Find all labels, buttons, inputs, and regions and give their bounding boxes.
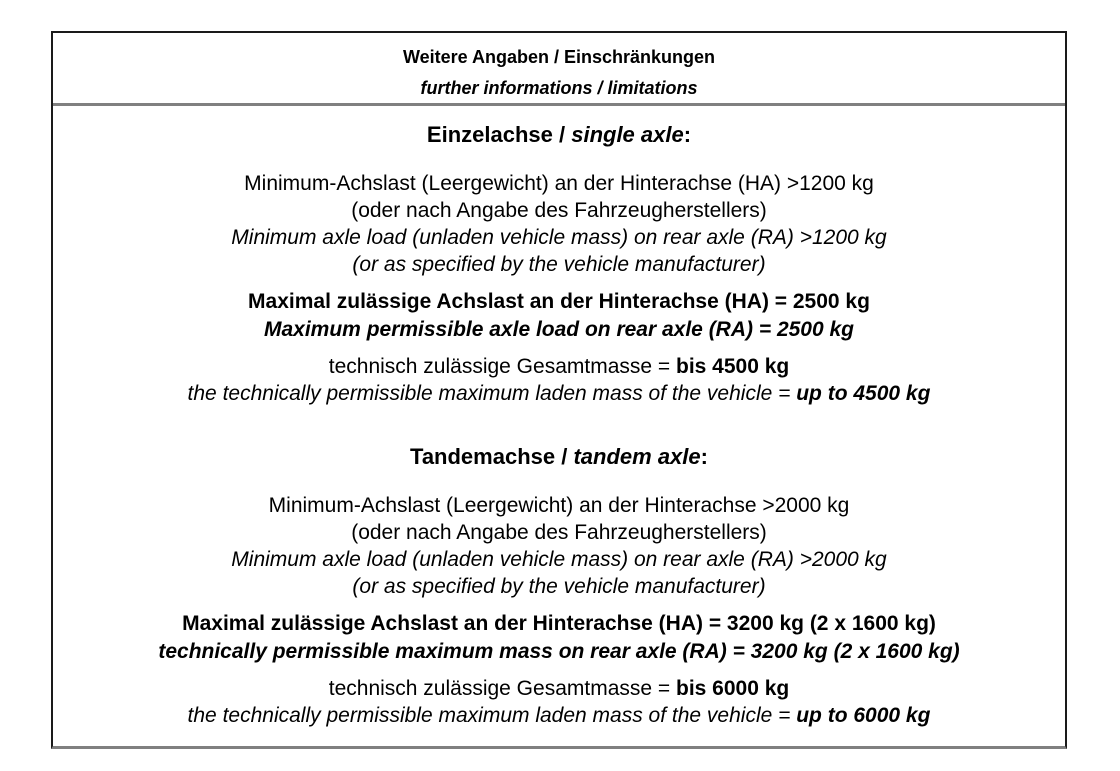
heading-german: Tandemachse	[410, 444, 556, 469]
gross-mass-block	[53, 675, 1065, 729]
gross-mass-block	[53, 353, 1065, 407]
section-single-axle	[53, 121, 1065, 407]
max-axle-load-de: Maximal zulässige Achslast an der Hinterachse (HA) = 3200 kg (2 x 1600 kg)	[182, 612, 936, 635]
gross-mass-en-value: up to 4500 kg	[796, 382, 931, 405]
heading-colon: :	[683, 122, 692, 147]
gross-mass-de	[53, 675, 1065, 702]
gross-mass-de-prefix: technisch zulässige Gesamtmasse =	[328, 677, 676, 700]
min-axle-load-de-line2: (oder nach Angabe des Fahrzeugherstellers)	[351, 521, 767, 544]
gross-mass-de	[53, 353, 1065, 380]
heading-separator: /	[555, 444, 574, 469]
gross-mass-en	[53, 702, 1065, 729]
min-axle-load-block	[53, 170, 1065, 278]
heading-german: Einzelachse	[426, 122, 553, 147]
gross-mass-de-value: bis 6000 kg	[676, 677, 790, 700]
min-axle-load-en-line1: Minimum axle load (unladen vehicle mass) on rear axle (RA) >2000 kg	[231, 548, 887, 571]
table-body	[53, 106, 1065, 729]
max-axle-load-block	[53, 610, 1065, 666]
section-tandem-axle	[53, 443, 1065, 729]
table-header	[53, 33, 1065, 106]
heading-english: single axle	[571, 122, 684, 147]
section-heading-single-axle	[53, 121, 1065, 148]
min-axle-load-de-line1: Minimum-Achslast (Leergewicht) an der Hinterachse >2000 kg	[268, 494, 850, 517]
gross-mass-en	[53, 380, 1065, 407]
header-title-german: Weitere Angaben / Einschränkungen	[402, 47, 716, 67]
gross-mass-de-value: bis 4500 kg	[676, 355, 790, 378]
min-axle-load-en-line2: (or as specified by the vehicle manufacturer)	[352, 253, 766, 276]
min-axle-load-en-line2: (or as specified by the vehicle manufacturer)	[352, 575, 766, 598]
header-title-english: further informations / limitations	[420, 78, 698, 98]
gross-mass-en-value: up to 6000 kg	[796, 704, 931, 727]
gross-mass-en-prefix: the technically permissible maximum laden mass of the vehicle =	[187, 382, 797, 405]
min-axle-load-de-line1: Minimum-Achslast (Leergewicht) an der Hinterachse (HA) >1200 kg	[244, 172, 874, 195]
heading-english: tandem axle	[573, 444, 701, 469]
gross-mass-en-prefix: the technically permissible maximum laden mass of the vehicle =	[187, 704, 797, 727]
further-information-table	[51, 31, 1067, 749]
heading-colon: :	[700, 444, 708, 469]
max-axle-load-de: Maximal zulässige Achslast an der Hinterachse (HA) = 2500 kg	[248, 290, 870, 313]
min-axle-load-en-line1: Minimum axle load (unladen vehicle mass) on rear axle (RA) >1200 kg	[231, 226, 887, 249]
min-axle-load-de-line2: (oder nach Angabe des Fahrzeugherstellers)	[351, 199, 767, 222]
heading-separator: /	[552, 122, 572, 147]
max-axle-load-en: technically permissible maximum mass on rear axle (RA) = 3200 kg (2 x 1600 kg)	[158, 640, 960, 663]
max-axle-load-block	[53, 288, 1065, 344]
min-axle-load-block	[53, 492, 1065, 600]
max-axle-load-en: Maximum permissible axle load on rear axle (RA) = 2500 kg	[264, 318, 854, 341]
gross-mass-de-prefix: technisch zulässige Gesamtmasse =	[328, 355, 676, 378]
section-heading-tandem-axle	[53, 443, 1065, 470]
